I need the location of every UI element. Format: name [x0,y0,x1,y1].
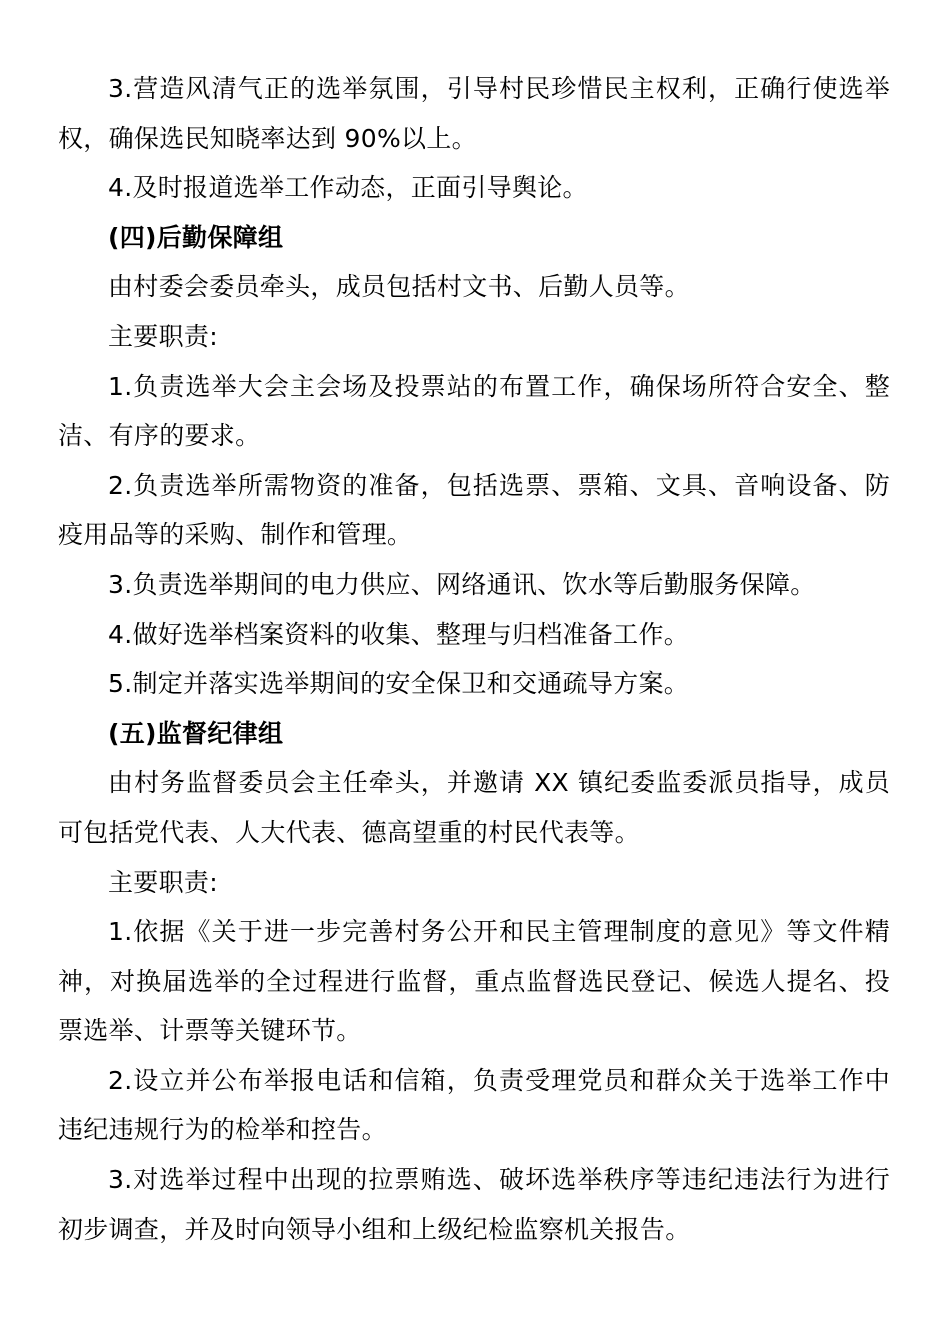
paragraph-supervision-duty-1: 1.依据《关于进一步完善村务公开和民主管理制度的意见》等文件精神，对换届选举的全过程进行监督，重点监督选民登记、候选人提名、投票选举、计票等关键环节。 [58,917,890,1046]
paragraph-logistics-duty-2: 2.负责选举所需物资的准备，包括选票、票箱、文具、音响设备、防疫用品等的采购、制作和管理。 [58,470,890,550]
paragraph-logistics-duty-5: 5.制定并落实选举期间的安全保卫和交通疏导方案。 [108,669,690,699]
document-body [58,64,890,1254]
section-heading-logistics: (四)后勤保障组 [108,222,284,252]
paragraph-logistics-duty-4: 4.做好选举档案资料的收集、整理与归档准备工作。 [108,619,690,649]
paragraph-supervision-lead: 由村务监督委员会主任牵头，并邀请 XX 镇纪委监委派员指导，成员可包括党代表、人大代表、德高望重的村民代表等。 [58,768,890,847]
section-heading-supervision: (五)监督纪律组 [108,718,284,748]
paragraph-supervision-duty-3: 3.对选举过程中出现的拉票贿选、破坏选举秩序等违纪违法行为进行初步调查，并及时向领导小组和上级纪检监察机关报告。 [58,1165,890,1244]
paragraph-main-duties-label: 主要职责: [108,867,218,897]
paragraph-main-duties-label: 主要职责: [108,321,218,351]
paragraph-item-3-atmosphere: 3.营造风清气正的选举氛围，引导村民珍惜民主权利，正确行使选举权，确保选民知晓率达到 90%以上。 [58,74,890,153]
paragraph-item-4-reporting: 4.及时报道选举工作动态，正面引导舆论。 [108,173,588,203]
paragraph-logistics-duty-1: 1.负责选举大会主会场及投票站的布置工作，确保场所符合安全、整洁、有序的要求。 [58,371,890,451]
paragraph-logistics-duty-3: 3.负责选举期间的电力供应、网络通讯、饮水等后勤服务保障。 [108,569,816,599]
paragraph-logistics-lead: 由村委会委员牵头，成员包括村文书、后勤人员等。 [108,272,690,302]
paragraph-supervision-duty-2: 2.设立并公布举报电话和信箱，负责受理党员和群众关于选举工作中违纪违规行为的检举和控告。 [58,1065,890,1145]
